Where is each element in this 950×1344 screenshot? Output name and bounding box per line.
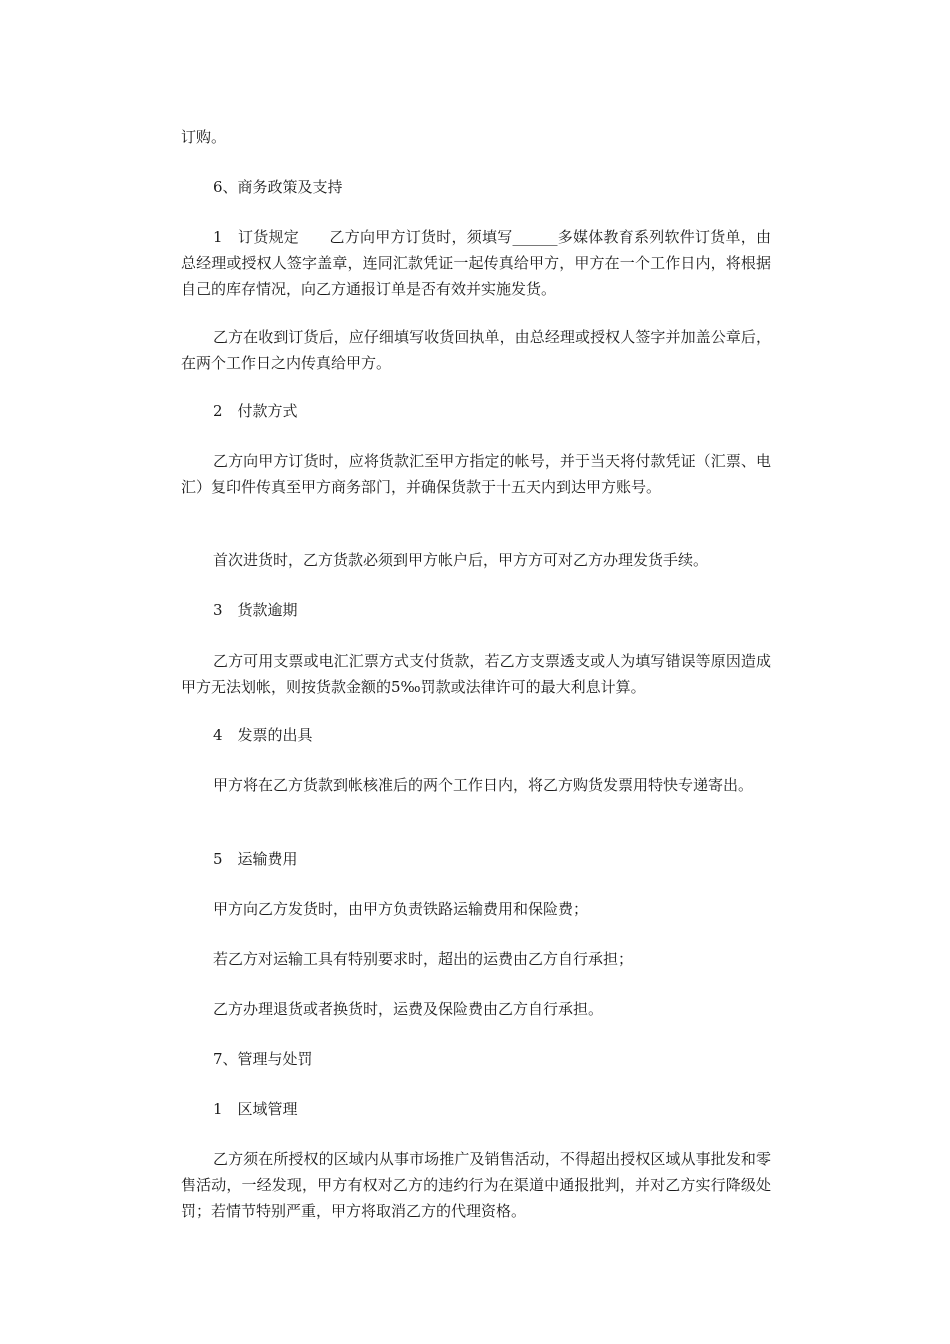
subheading-overdue: 3 货款逾期 (213, 601, 298, 619)
paragraph-shipping-3: 乙方办理退货或者换货时，运费及保险费由乙方自行承担。 (213, 1000, 604, 1018)
section-heading-6: 6、商务政策及支持 (213, 178, 343, 196)
paragraph-ordering-rules: 1 订货规定 乙方向甲方订货时，须填写______多媒体教育系列软件订货单，由总经理或授权人签字盖章，连同汇款凭证一起传真给甲方，甲方在一个工作日内，将根据自己的库存情况，向乙方通报订单是否有效并实施发货。 (181, 228, 771, 298)
paragraph-first-order: 首次进货时，乙方货款必须到甲方帐户后，甲方方可对乙方办理发货手续。 (213, 551, 709, 569)
paragraph-shipping-1: 甲方向乙方发货时，由甲方负责铁路运输费用和保险费； (213, 900, 589, 918)
paragraph-overdue: 乙方可用支票或电汇汇票方式支付货款，若乙方支票透支或人为填写错误等原因造成甲方无法划帐，则按货款金额的5‰罚款或法律许可的最大利息计算。 (181, 652, 771, 696)
paragraph-invoice: 甲方将在乙方货款到帐核准后的两个工作日内，将乙方购货发票用特快专递寄出。 (213, 776, 754, 794)
subheading-payment: 2 付款方式 (213, 402, 298, 420)
paragraph-region: 乙方须在所授权的区域内从事市场推广及销售活动，不得超出授权区域从事批发和零售活动，一经发现，甲方有权对乙方的违约行为在渠道中通报批判，并对乙方实行降级处罚；若情节特别严重，甲方将取消乙方的代理资格。 (181, 1150, 771, 1220)
subheading-shipping: 5 运输费用 (213, 850, 298, 868)
paragraph-receipt: 乙方在收到订货后，应仔细填写收货回执单，由总经理或授权人签字并加盖公章后，在两个工作日之内传真给甲方。 (181, 328, 771, 372)
subheading-region: 1 区域管理 (213, 1100, 298, 1118)
paragraph-payment-method: 乙方向甲方订货时，应将货款汇至甲方指定的帐号，并于当天将付款凭证（汇票、电汇）复印件传真至甲方商务部门，并确保货款于十五天内到达甲方账号。 (181, 452, 771, 496)
section-heading-7: 7、管理与处罚 (213, 1050, 313, 1068)
paragraph-shipping-2: 若乙方对运输工具有特别要求时，超出的运费由乙方自行承担； (213, 950, 634, 968)
subheading-invoice: 4 发票的出具 (213, 726, 313, 744)
paragraph-continuation: 订购。 (181, 128, 227, 146)
